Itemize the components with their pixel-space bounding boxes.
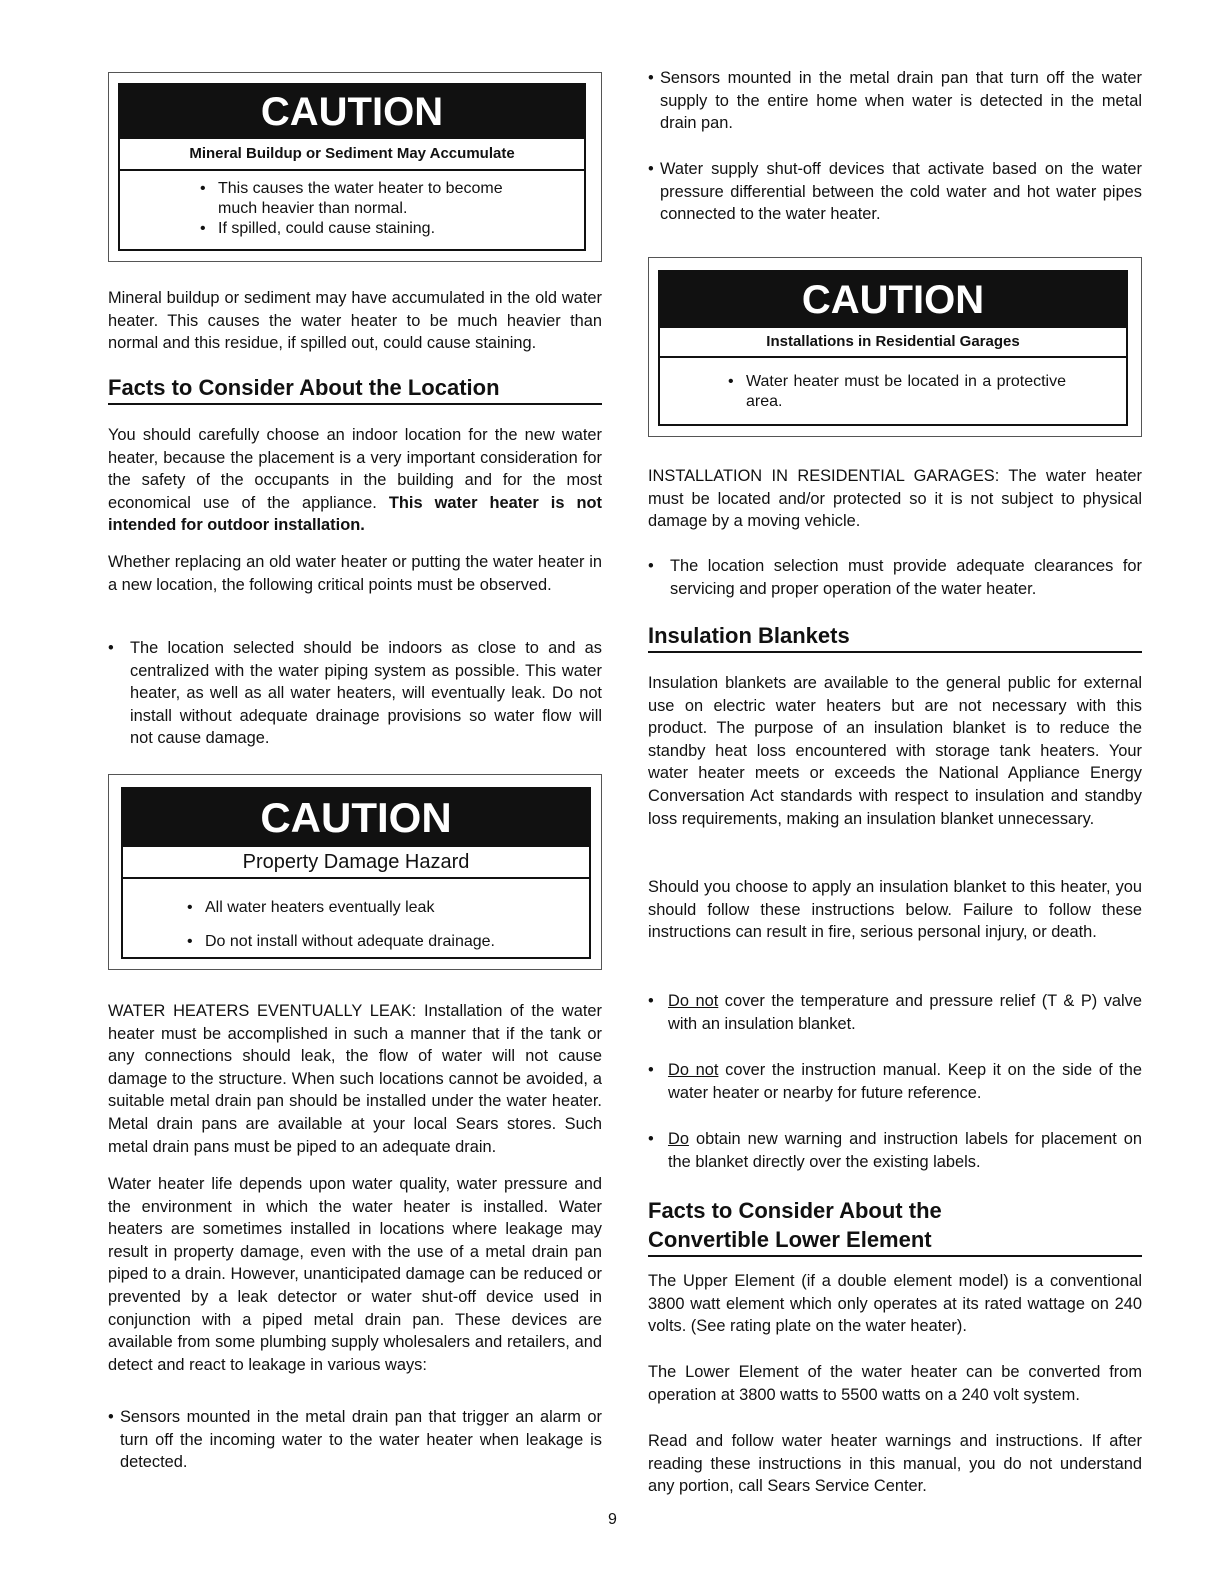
caution-item: • Do not install without adequate drainage.	[187, 933, 495, 950]
caution-box-mineral	[108, 72, 602, 262]
list-item: • Sensors mounted in the metal drain pan that trigger an alarm or turn off the incoming water to the water heater when leakage is detected.	[108, 1408, 602, 1472]
paragraph: WATER HEATERS EVENTUALLY LEAK: Installation of the water heater must be accomplished in such a manner that if the tank or any connections should leak, the flow of water will not cause damage to the structure. When such locations cannot be avoided, a suitable metal drain pan should be installed under the water heater. Metal drain pans are available at your local Sears stores. Such metal drain pans must be piped to an adequate drain.	[108, 1002, 602, 1156]
paragraph: Water heater life depends upon water quality, water pressure and the environment in which the water heater is installed. Water heaters are sometimes installed in locations where leakage may result in property damage, even with the use of a metal drain pan piped to a drain. However, unanticipated damage can be reduced or prevented by a leak detector or water shut-off device used in conjunction with a piped metal drain pan. These devices are available from some plumbing supply wholesalers and retailers, and detect and react to leakage in various ways:	[108, 1175, 602, 1374]
list-item: • Water supply shut-off devices that activate based on the water pressure differential between the cold water and hot water pipes connected to the water heater.	[648, 160, 1142, 224]
list-item: • Do not cover the instruction manual. Keep it on the side of the water heater or nearby for future reference.	[648, 1061, 1142, 1102]
paragraph: The Lower Element of the water heater can be converted from operation at 3800 watts to 5500 watts on a 240 volt system.	[648, 1363, 1142, 1404]
section-heading-location: Facts to Consider About the Location	[108, 374, 602, 405]
paragraph: The Upper Element (if a double element model) is a conventional 3800 watt element which only operates at its rated wattage on 240 volts. (See rating plate on the water heater).	[648, 1272, 1142, 1336]
caution-item: • Water heater must be located in a protective area.	[728, 373, 1066, 410]
caution-item: • All water heaters eventually leak	[187, 899, 435, 916]
caution-title: CAUTION	[120, 85, 584, 139]
caution-item: • If spilled, could cause staining.	[200, 220, 436, 237]
paragraph: Insulation blankets are available to the general public for external use on electric water heaters but are not necessary with this product. The purpose of an insulation blanket is to reduce the standby heat loss encountered with storage tank heaters. Your water heater meets or exceeds the National Appliance Energy Conversation Act standards with respect to insulation and standby loss requirements, making an insulation blanket unnecessary.	[648, 674, 1142, 828]
caution-subtitle: Installations in Residential Garages	[660, 328, 1126, 358]
caution-box-property-damage	[108, 774, 602, 970]
caution-subtitle: Property Damage Hazard	[123, 847, 589, 879]
paragraph: Read and follow water heater warnings and instructions. If after reading these instructions in this manual, you do not understand any portion, call Sears Service Center.	[648, 1432, 1142, 1496]
paragraph: Mineral buildup or sediment may have accumulated in the old water heater. This causes the water heater to be much heavier than normal and this residue, if spilled out, could cause staining.	[108, 289, 602, 353]
paragraph: You should carefully choose an indoor location for the new water heater, because the placement is a very important consideration for the safety of the occupants in the building and for the most economical use of the appliance. This water heater is not intended for outdoor installation.	[108, 426, 603, 535]
caution-title: CAUTION	[123, 789, 589, 847]
caution-box-garages	[648, 257, 1142, 437]
caution-item: • This causes the water heater to become much heavier than normal.	[200, 180, 503, 217]
list-item: • Do not cover the temperature and pressure relief (T & P) valve with an insulation blanket.	[648, 992, 1142, 1033]
caution-title: CAUTION	[660, 272, 1126, 328]
section-heading-insulation: Insulation Blankets	[648, 622, 1142, 653]
paragraph: Whether replacing an old water heater or putting the water heater in a new location, the following critical points must be observed.	[108, 553, 602, 594]
paragraph: INSTALLATION IN RESIDENTIAL GARAGES: The water heater must be located and/or protected so it is not subject to physical damage by a moving vehicle.	[648, 467, 1142, 531]
list-item: • The location selected should be indoors as close to and as centralized with the water piping system as possible. This water heater, as well as all water heaters, will eventually leak. Do not install without adequate drainage provisions so water flow will not cause damage.	[108, 639, 602, 748]
list-item: • The location selection must provide adequate clearances for servicing and proper operation of the water heater.	[648, 557, 1142, 598]
caution-subtitle: Mineral Buildup or Sediment May Accumulate	[120, 139, 584, 171]
list-item: • Do obtain new warning and instruction labels for placement on the blanket directly over the existing labels.	[648, 1130, 1142, 1171]
section-heading-convertible: Facts to Consider About the Convertible Lower Element	[648, 1196, 1142, 1257]
list-item: • Sensors mounted in the metal drain pan that turn off the water supply to the entire home when water is detected in the metal drain pan.	[648, 69, 1142, 133]
page-number: 9	[608, 1511, 617, 1528]
paragraph: Should you choose to apply an insulation blanket to this heater, you should follow these instructions below. Failure to follow these instructions can result in fire, serious personal injury, or death.	[648, 878, 1142, 942]
